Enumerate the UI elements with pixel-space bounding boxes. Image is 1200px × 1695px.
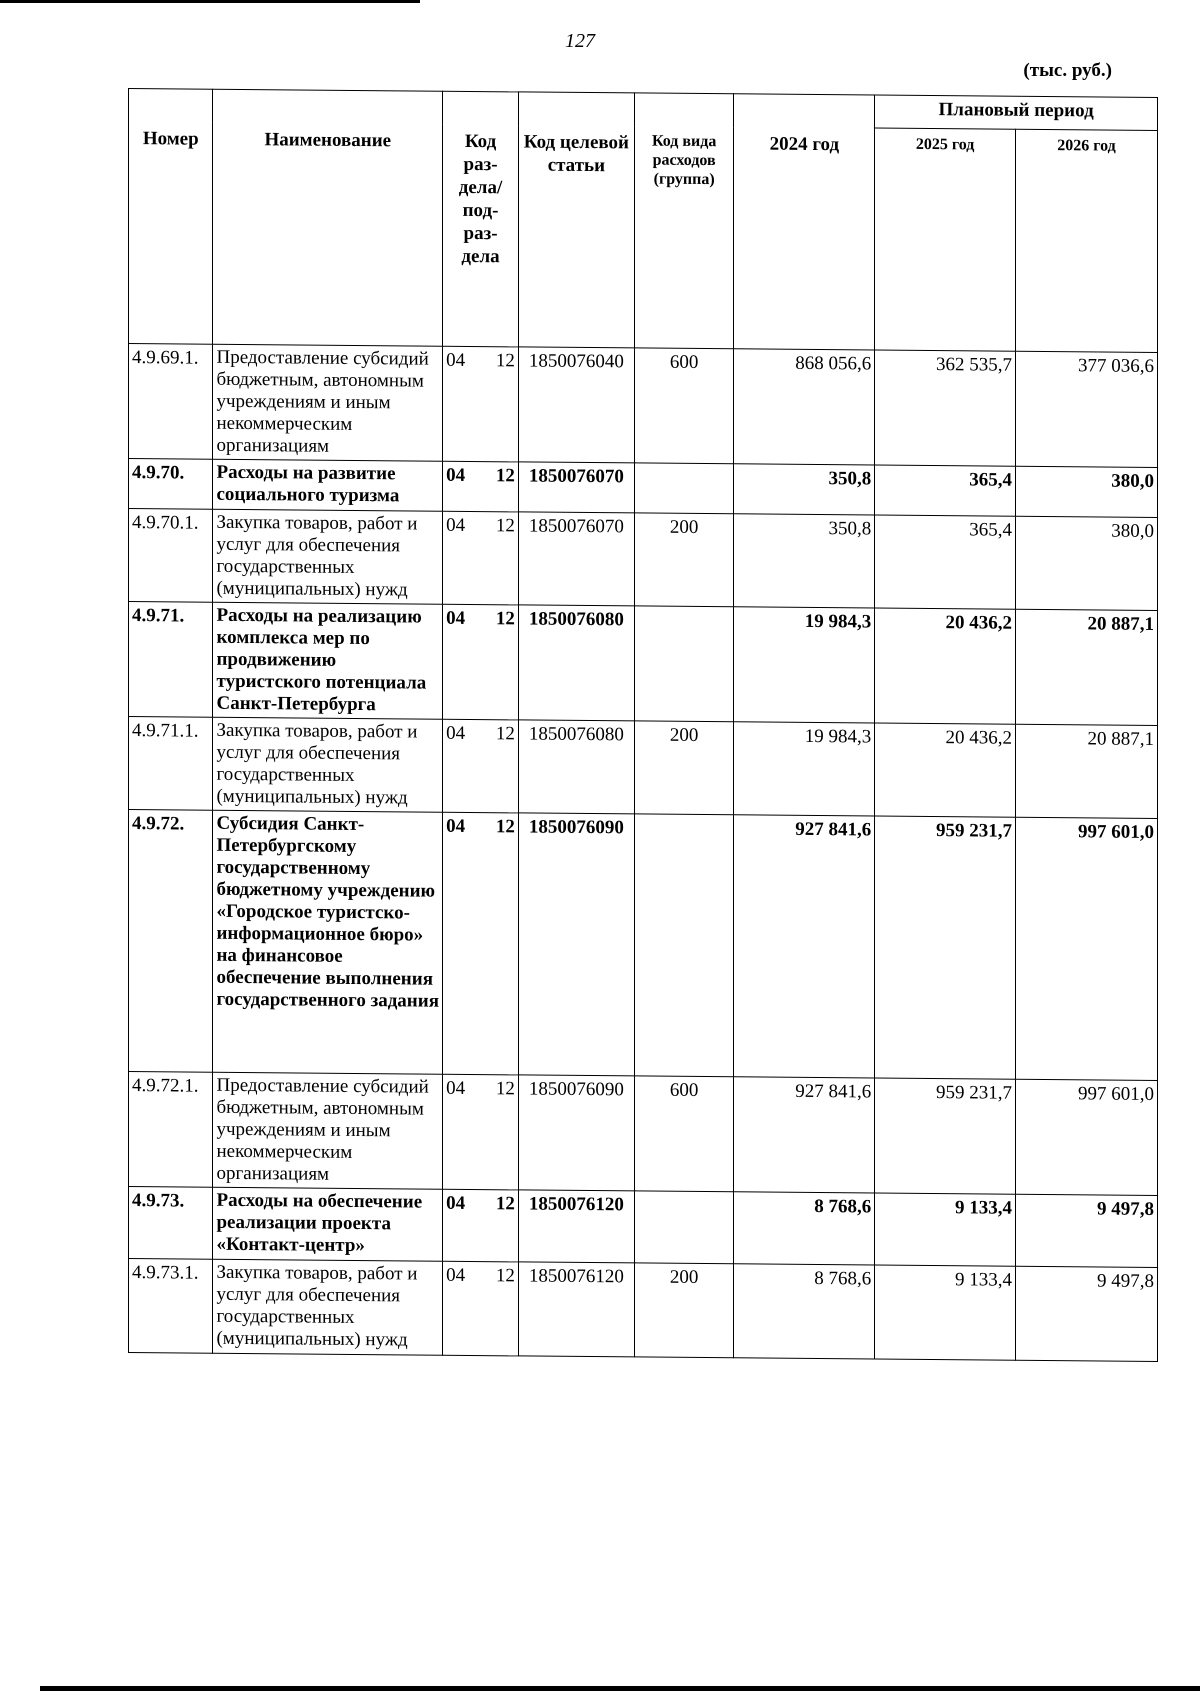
- row-number: 4.9.71.1.: [129, 717, 213, 811]
- header-number: Номер: [129, 89, 213, 345]
- row-target-code: 1850076080: [518, 720, 634, 814]
- row-value-2024: 8 768,6: [734, 1264, 875, 1359]
- table-row: [129, 509, 1158, 611]
- row-number: 4.9.73.1.: [129, 1259, 213, 1354]
- row-value-2026: 377 036,6: [1016, 351, 1158, 467]
- row-section-code: [443, 461, 519, 512]
- row-value-2026: 380,0: [1016, 466, 1158, 517]
- row-value-2026: 20 887,1: [1016, 724, 1158, 818]
- row-value-2025: 9 133,4: [875, 1193, 1016, 1266]
- row-value-2024: 868 056,6: [734, 349, 875, 465]
- section-code: 04: [446, 1264, 466, 1286]
- section-code: 04: [446, 815, 466, 837]
- table-row: [129, 459, 1158, 518]
- row-target-code: 1850076120: [518, 1190, 634, 1263]
- row-value-2026: 9 497,8: [1016, 1266, 1158, 1361]
- row-section-code: [443, 1261, 519, 1356]
- section-code: 04: [446, 1077, 466, 1099]
- row-expense-type: 200: [634, 721, 734, 815]
- header-section-code: Код раз-дела/ под-раз-дела: [443, 91, 519, 347]
- row-target-code: 1850076080: [518, 605, 634, 721]
- section-code: 04: [446, 722, 466, 744]
- subsection-code: 12: [495, 608, 515, 630]
- row-section-code: [443, 1189, 519, 1262]
- row-value-2025: 959 231,7: [875, 1078, 1016, 1194]
- row-value-2024: 19 984,3: [734, 722, 875, 816]
- table-row: [129, 1259, 1158, 1362]
- row-value-2026: 9 497,8: [1016, 1194, 1158, 1267]
- subsection-code: 12: [495, 350, 515, 372]
- subsection-code: 12: [495, 816, 515, 838]
- row-value-2024: 19 984,3: [734, 607, 875, 723]
- header-year-2026: 2026 год: [1016, 129, 1158, 352]
- top-rule: [0, 0, 420, 3]
- row-expense-type: [634, 606, 734, 722]
- section-code: 04: [446, 464, 466, 486]
- row-value-2026: 380,0: [1016, 516, 1158, 610]
- row-value-2024: 350,8: [734, 514, 875, 608]
- row-value-2026: 997 601,0: [1016, 817, 1158, 1080]
- row-value-2025: 365,4: [875, 515, 1016, 609]
- row-section-code: [443, 812, 519, 1075]
- row-value-2025: 365,4: [875, 465, 1016, 516]
- section-code: 04: [446, 514, 466, 536]
- row-value-2026: 20 887,1: [1016, 609, 1158, 725]
- subsection-code: 12: [495, 465, 515, 487]
- row-section-code: [443, 719, 519, 813]
- section-code: 04: [446, 607, 466, 629]
- header-expense-type-code: Код вида расходов (группа): [634, 93, 734, 349]
- header-planned-period: Плановый период: [875, 95, 1158, 130]
- subsection-code: 12: [495, 1193, 515, 1215]
- row-name: Предоставление субсидий бюджетным, автономным учреждениям и иным некоммерческим организациям: [213, 344, 443, 461]
- row-number: 4.9.72.: [129, 810, 213, 1073]
- row-name: Субсидия Санкт-Петербургскому государственному бюджетному учреждению «Городское туристско-информационное бюро» на финансовое обеспечение выполнения государственного задания: [213, 810, 443, 1074]
- row-section-code: [443, 1074, 519, 1190]
- header-name: Наименование: [213, 89, 443, 346]
- row-name: Расходы на развитие социального туризма: [213, 459, 443, 511]
- subsection-code: 12: [495, 1265, 515, 1287]
- row-expense-type: 600: [634, 1076, 734, 1192]
- row-expense-type: [634, 814, 734, 1077]
- bottom-rule: [40, 1686, 1200, 1691]
- row-target-code: 1850076070: [518, 512, 634, 606]
- section-code: 04: [446, 349, 466, 371]
- row-number: 4.9.71.: [129, 602, 213, 718]
- header-row: [129, 89, 1158, 131]
- row-number: 4.9.70.1.: [129, 509, 213, 603]
- row-target-code: 1850076070: [518, 462, 634, 513]
- table-row: [129, 810, 1158, 1081]
- subsection-code: 12: [495, 723, 515, 745]
- row-name: Закупка товаров, работ и услуг для обеспечения государственных (муниципальных) нужд: [213, 509, 443, 604]
- subsection-code: 12: [495, 515, 515, 537]
- row-value-2025: 362 535,7: [875, 350, 1016, 466]
- header-year-2024: 2024 год: [734, 94, 875, 350]
- row-value-2024: 350,8: [734, 464, 875, 515]
- row-expense-type: 200: [634, 513, 734, 607]
- row-name: Предоставление субсидий бюджетным, автономным учреждениям и иным некоммерческим организациям: [213, 1072, 443, 1189]
- table-row: [129, 717, 1158, 819]
- row-number: 4.9.73.: [129, 1187, 213, 1260]
- table-body: [129, 344, 1158, 1362]
- units-label: (тыс. руб.): [1023, 60, 1112, 81]
- row-target-code: 1850076090: [518, 813, 634, 1076]
- row-value-2025: 20 436,2: [875, 723, 1016, 817]
- page-number: 127: [565, 30, 595, 52]
- row-expense-type: 200: [634, 1263, 734, 1358]
- subsection-code: 12: [495, 1078, 515, 1100]
- row-section-code: [443, 511, 519, 605]
- row-value-2024: 927 841,6: [734, 815, 875, 1078]
- row-expense-type: [634, 463, 734, 514]
- row-value-2026: 997 601,0: [1016, 1079, 1158, 1195]
- table-row: [129, 1072, 1158, 1196]
- row-name: Расходы на реализацию комплекса мер по продвижению туристского потенциала Санкт-Петербурга: [213, 602, 443, 719]
- table-row: [129, 344, 1158, 468]
- row-name: Закупка товаров, работ и услуг для обеспечения государственных (муниципальных) нужд: [213, 717, 443, 812]
- row-value-2025: 20 436,2: [875, 608, 1016, 724]
- row-target-code: 1850076090: [518, 1075, 634, 1191]
- section-code: 04: [446, 1192, 466, 1214]
- row-value-2024: 927 841,6: [734, 1077, 875, 1193]
- header-target-code: Код целевой статьи: [518, 92, 634, 348]
- row-number: 4.9.69.1.: [129, 344, 213, 460]
- row-value-2024: 8 768,6: [734, 1192, 875, 1265]
- row-target-code: 1850076120: [518, 1262, 634, 1357]
- row-section-code: [443, 346, 519, 462]
- row-name: Расходы на обеспечение реализации проекта «Контакт-центр»: [213, 1187, 443, 1261]
- row-name: Закупка товаров, работ и услуг для обеспечения государственных (муниципальных) нужд: [213, 1259, 443, 1355]
- table-row: [129, 1187, 1158, 1268]
- row-value-2025: 959 231,7: [875, 816, 1016, 1079]
- row-expense-type: 600: [634, 348, 734, 464]
- row-expense-type: [634, 1191, 734, 1264]
- budget-table: [128, 88, 1158, 1362]
- header-year-2025: 2025 год: [875, 128, 1016, 351]
- row-target-code: 1850076040: [518, 347, 634, 463]
- row-number: 4.9.70.: [129, 459, 213, 510]
- table-row: [129, 602, 1158, 726]
- row-number: 4.9.72.1.: [129, 1072, 213, 1188]
- row-value-2025: 9 133,4: [875, 1265, 1016, 1360]
- row-section-code: [443, 604, 519, 720]
